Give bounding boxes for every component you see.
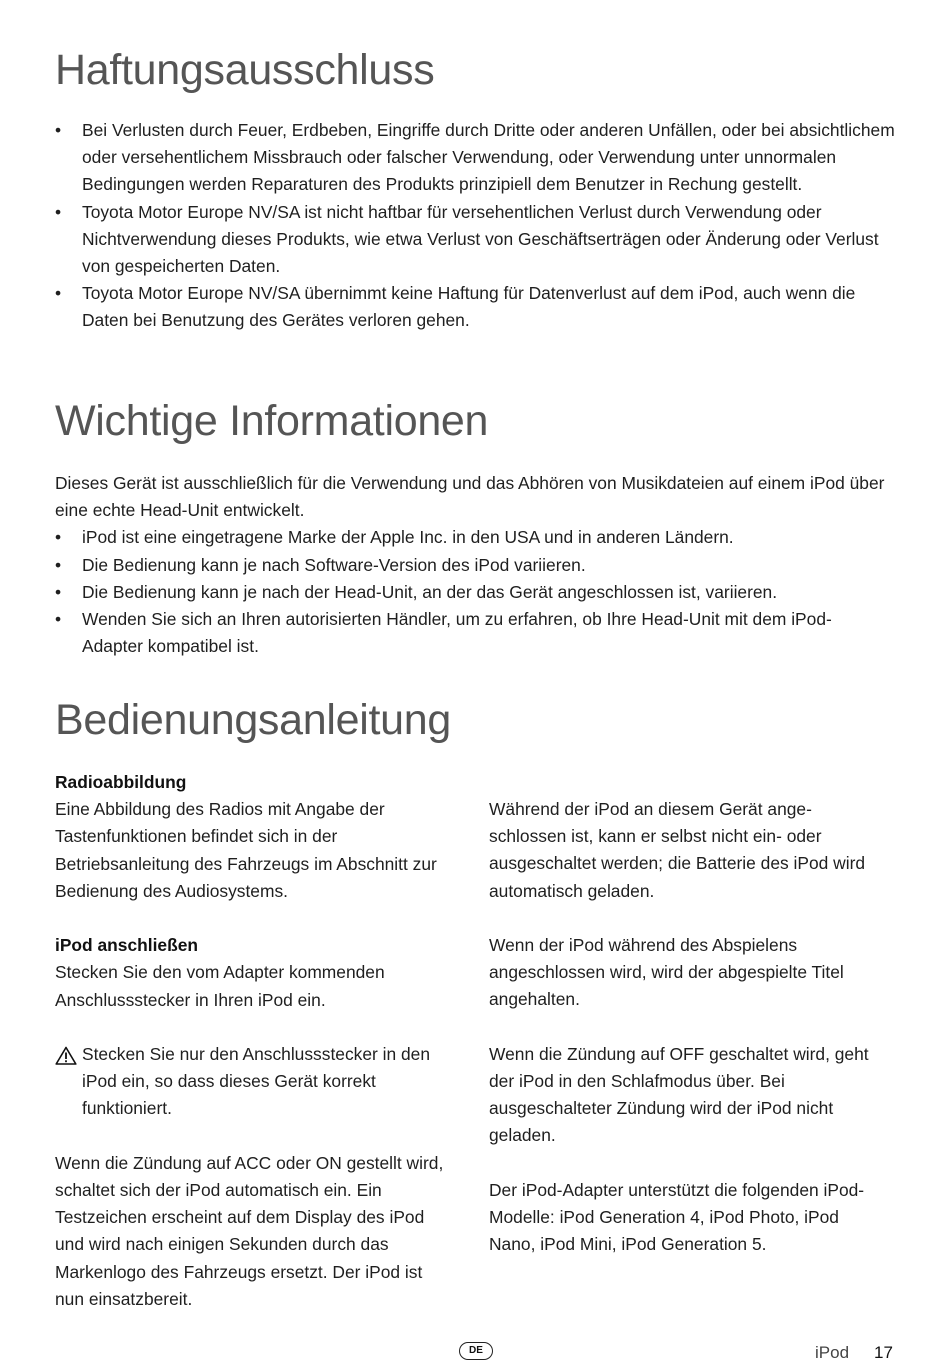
playback-paragraph: Wenn der iPod während des Abspielens angeschlossen wird, wird der abgespielte Titel angehalten. bbox=[489, 935, 844, 1010]
haftung-bullet-list bbox=[55, 117, 900, 335]
warning-triangle-icon bbox=[55, 1046, 77, 1065]
list-item: • Toyota Motor Europe NV/SA ist nicht haftbar für versehentlichen Verlust durch Verwendung oder Nichtverwendung dieses Produkts, wie etwa Verlust von Geschäftserträgen oder Änderung oder Verlust von gespeicherten Daten. bbox=[55, 199, 900, 281]
connect-heading: iPod anschließen bbox=[55, 935, 199, 956]
list-item: • Bei Verlusten durch Feuer, Erdbeben, Eingriffe durch Dritte oder anderen Unfällen, oder bei absichtlichem oder versehentlichem Missbrauch oder falscher Verwendung, oder Verwendung unter unnormalen Bedingungen werden Reparaturen des Produkts prinzipiell dem Benutzer in Rechung gestellt. bbox=[55, 117, 900, 199]
language-badge: DE bbox=[459, 1342, 493, 1360]
wichtig-section bbox=[55, 470, 885, 660]
heading-haftungsausschluss: Haftungsausschluss bbox=[55, 46, 435, 94]
bullet-icon: • bbox=[55, 609, 62, 630]
list-item: • Toyota Motor Europe NV/SA übernimmt keine Haftung für Datenverlust auf dem iPod, auch wenn die Daten bei Benutzung des Gerätes verloren gehen. bbox=[55, 280, 900, 334]
list-item: • Die Bedienung kann je nach der Head-Unit, an der das Gerät angeschlossen ist, variieren. bbox=[55, 579, 885, 606]
page-number: 17 bbox=[874, 1343, 893, 1362]
bullet-icon: • bbox=[55, 283, 62, 304]
wichtig-bullet-list bbox=[55, 524, 885, 660]
heading-bedienungsanleitung: Bedienungsanleitung bbox=[55, 696, 451, 744]
charging-paragraph: Während der iPod an diesem Gerät ange-schlossen ist, kann er selbst nicht ein- oder ausgeschaltet werden; die Batterie des iPod wird automatisch geladen. bbox=[489, 799, 866, 901]
list-item: • Die Bedienung kann je nach Software-Version des iPod variieren. bbox=[55, 552, 885, 579]
bullet-icon: • bbox=[55, 120, 62, 140]
bullet-icon: • bbox=[55, 201, 62, 222]
left-column bbox=[55, 769, 455, 1340]
haftung-section bbox=[55, 117, 900, 335]
supported-models-paragraph: Der iPod-Adapter unterstützt die folgenden iPod-Modelle: iPod Generation 4, iPod Photo, iPod Nano, iPod Mini, iPod Generation 5. bbox=[489, 1179, 865, 1255]
list-item: • Wenden Sie sich an Ihren autorisierten Händler, um zu erfahren, ob Ihre Head-Unit mit dem iPod-Adapter kompatibel ist. bbox=[55, 606, 885, 660]
footer-section-label: iPod bbox=[815, 1343, 850, 1362]
warning-text: Stecken Sie nur den Anschlussstecker in den iPod ein, so dass dieses Gerät korrekt funktioniert. bbox=[82, 1044, 431, 1119]
right-column bbox=[489, 796, 889, 1286]
warning-note bbox=[55, 1041, 455, 1123]
radio-heading: Radioabbildung bbox=[55, 772, 187, 792]
connect-paragraph: Stecken Sie den vom Adapter kommenden Anschlussstecker in Ihren iPod ein. bbox=[55, 962, 385, 1010]
bullet-icon: • bbox=[55, 581, 62, 602]
wichtig-intro: Dieses Gerät ist ausschließlich für die Verwendung und das Abhören von Musikdateien auf einem iPod über eine echte Head-Unit entwickelt. bbox=[55, 473, 885, 521]
bullet-icon: • bbox=[55, 527, 62, 548]
radio-paragraph: Eine Abbildung des Radios mit Angabe der Tastenfunktionen befindet sich in der Betriebsanleitung des Fahrzeugs im Abschnitt zur Bedienung des Audiosystems. bbox=[55, 799, 437, 901]
ignition-off-paragraph: Wenn die Zündung auf OFF geschaltet wird, geht der iPod in den Schlafmodus über. Bei ausgeschalteter Zündung wird der iPod nicht geladen. bbox=[489, 1043, 869, 1146]
bullet-icon: • bbox=[55, 554, 62, 575]
acc-paragraph: Wenn die Zündung auf ACC oder ON gestellt wird, schaltet sich der iPod automatisch ein. Ein Testzeichen erscheint auf dem Display des iPod und wird nach einigen Sekunden durch das Markenlogo des Fahrzeugs ersetzt. Der iPod ist nun einsatzbereit. bbox=[55, 1152, 444, 1309]
heading-wichtige-informationen: Wichtige Informationen bbox=[55, 397, 489, 445]
list-item: • iPod ist eine eingetragene Marke der Apple Inc. in den USA und in anderen Ländern. bbox=[55, 524, 885, 551]
